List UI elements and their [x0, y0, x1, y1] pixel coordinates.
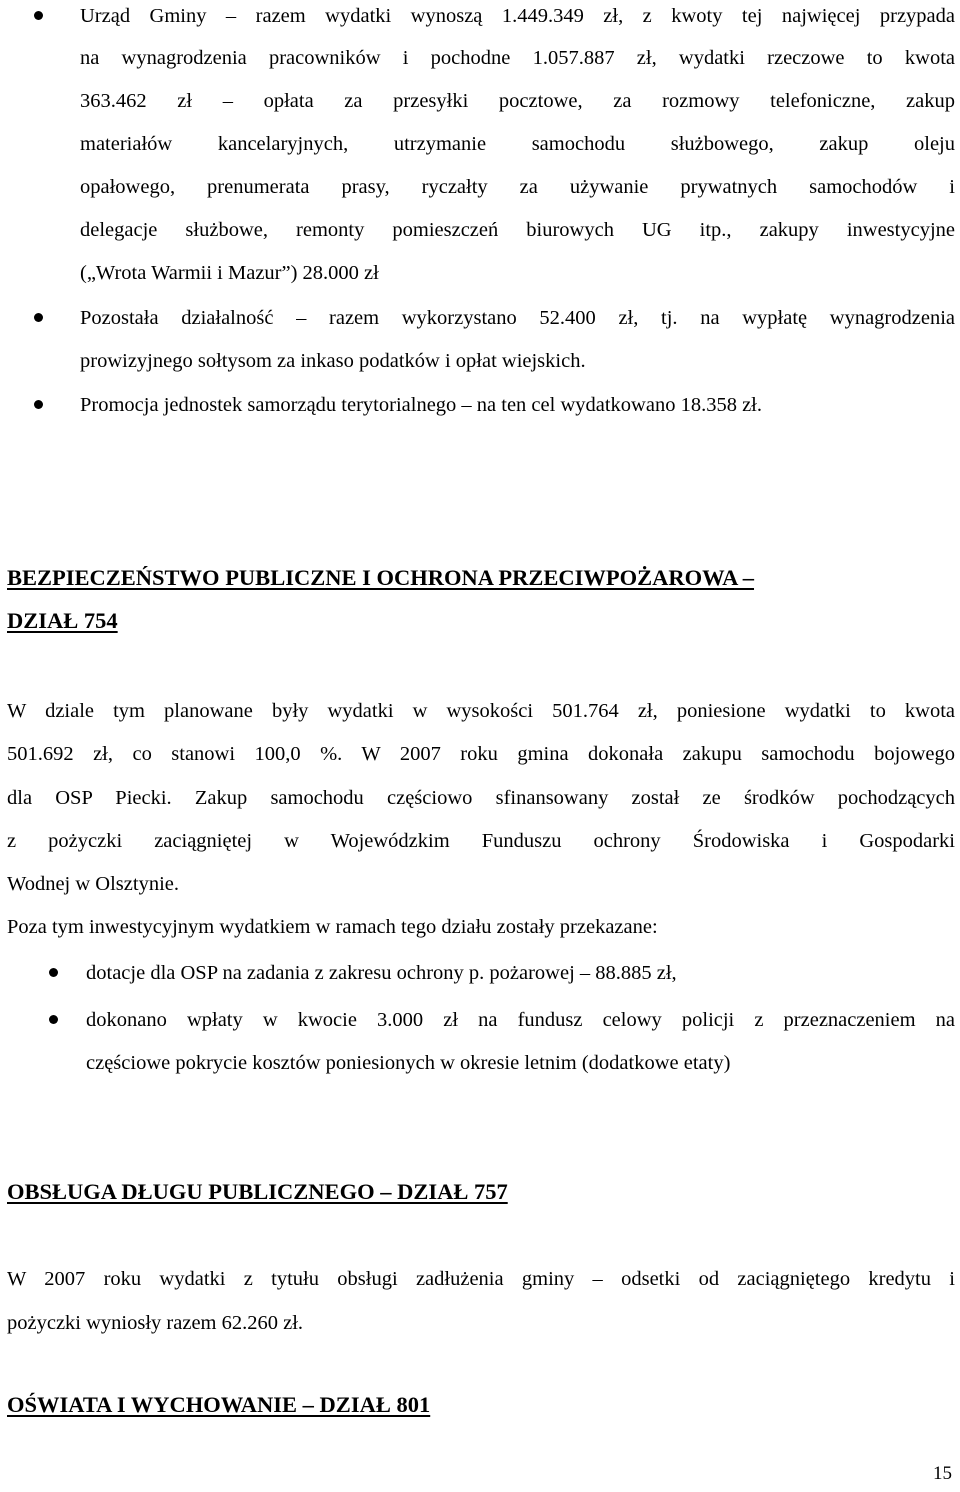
bullet-icon	[34, 400, 43, 409]
text-line: na wynagrodzenia pracowników i pochodne 1.057.887 zł, wydatki rzeczowe to kwota	[80, 47, 955, 69]
text-line: dokonano wpłaty w kwocie 3.000 zł na fundusz celowy policji z przeznaczeniem na	[86, 1009, 955, 1031]
bullet-icon	[49, 1015, 58, 1024]
text-line: materiałów kancelaryjnych, utrzymanie samochodu służbowego, zakup oleju	[80, 133, 955, 155]
bullet-icon	[34, 313, 43, 322]
text-line: Wodnej w Olsztynie.	[7, 873, 179, 895]
page-number: 15	[933, 1463, 952, 1484]
text-line: z pożyczki zaciągniętej w Wojewódzkim Funduszu ochrony Środowiska i Gospodarki	[7, 830, 955, 852]
section-heading: DZIAŁ 754	[7, 608, 118, 633]
bullet-icon	[49, 968, 58, 977]
text-line: W dziale tym planowane były wydatki w wysokości 501.764 zł, poniesione wydatki to kwota	[7, 700, 955, 722]
bullet-icon	[34, 11, 43, 20]
text-line: dla OSP Piecki. Zakup samochodu częściowo sfinansowany został ze środków pochodzących	[7, 787, 955, 809]
text-line: opałowego, prenumerata prasy, ryczałty za używanie prywatnych samochodów i	[80, 176, 955, 198]
text-line: W 2007 roku wydatki z tytułu obsługi zadłużenia gminy – odsetki od zaciągniętego kredytu i	[7, 1268, 955, 1290]
text-line: dotacje dla OSP na zadania z zakresu ochrony p. pożarowej – 88.885 zł,	[86, 962, 677, 984]
text-line: częściowe pokrycie kosztów poniesionych w okresie letnim (dodatkowe etaty)	[86, 1052, 731, 1074]
section-heading: BEZPIECZEŃSTWO PUBLICZNE I OCHRONA PRZECIWPOŻAROWA –	[7, 565, 755, 590]
text-line: 363.462 zł – opłata za przesyłki pocztowe, za rozmowy telefoniczne, zakup	[80, 90, 955, 112]
text-line: 501.692 zł, co stanowi 100,0 %. W 2007 roku gmina dokonała zakupu samochodu bojowego	[7, 743, 955, 765]
text-line: pożyczki wyniosły razem 62.260 zł.	[7, 1312, 304, 1334]
text-line: Urząd Gminy – razem wydatki wynoszą 1.449.349 zł, z kwoty tej najwięcej przypada	[80, 5, 955, 27]
section-heading: OBSŁUGA DŁUGU PUBLICZNEGO – DZIAŁ 757	[7, 1179, 508, 1204]
text-line: delegacje służbowe, remonty pomieszczeń biurowych UG itp., zakupy inwestycyjne	[80, 219, 955, 241]
text-line: Promocja jednostek samorządu terytorialnego – na ten cel wydatkowano 18.358 zł.	[80, 394, 762, 416]
text-line: („Wrota Warmii i Mazur”) 28.000 zł	[80, 262, 379, 284]
section-heading: OŚWIATA I WYCHOWANIE – DZIAŁ 801	[7, 1392, 431, 1417]
text-line: prowizyjnego sołtysom za inkaso podatków i opłat wiejskich.	[80, 350, 586, 372]
text-line: Poza tym inwestycyjnym wydatkiem w ramach tego działu zostały przekazane:	[7, 916, 658, 938]
text-line: Pozostała działalność – razem wykorzystano 52.400 zł, tj. na wypłatę wynagrodzenia	[80, 307, 955, 329]
